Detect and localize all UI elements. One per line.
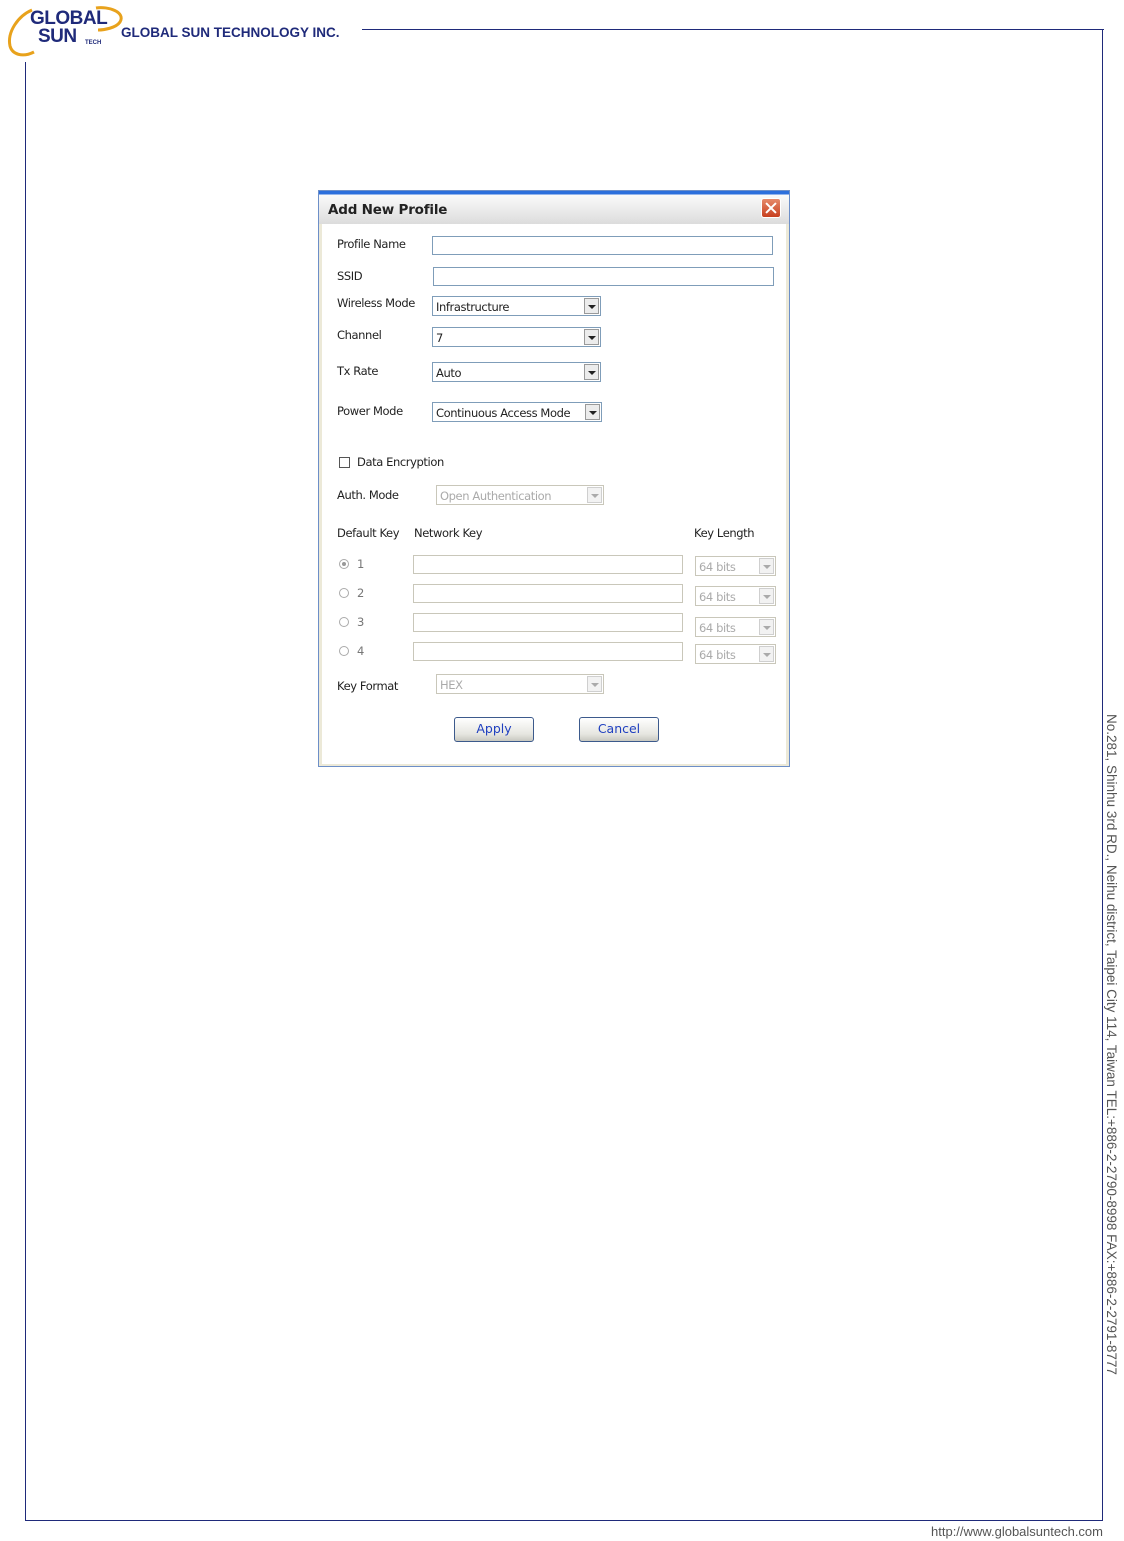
dialog-title: Add New Profile	[328, 202, 448, 218]
key-format-select[interactable]	[436, 674, 604, 694]
frame-line-top	[362, 29, 1104, 30]
wireless-mode-select[interactable]	[432, 296, 601, 316]
cancel-button[interactable]: Cancel	[579, 717, 659, 742]
auth-mode-select[interactable]	[436, 485, 604, 505]
default-key-index: 4	[357, 644, 364, 658]
power-mode-value: Continuous Access Mode	[436, 406, 571, 420]
default-key-radio-4[interactable]	[339, 646, 349, 656]
channel-label: Channel	[337, 328, 382, 342]
key-length-value: 64 bits	[699, 621, 736, 635]
chevron-down-icon[interactable]	[759, 588, 774, 604]
logo-text-tech: TECH	[85, 40, 102, 46]
website-url: http://www.globalsuntech.com	[931, 1524, 1103, 1539]
dialog-titlebar[interactable]	[319, 191, 789, 224]
default-key-radio-2[interactable]	[339, 588, 349, 598]
wireless-mode-label: Wireless Mode	[337, 296, 415, 310]
logo-text-global: GLOBAL	[30, 8, 108, 29]
chevron-down-icon[interactable]	[584, 364, 599, 380]
chevron-down-icon[interactable]	[759, 558, 774, 574]
channel-select[interactable]	[432, 327, 601, 347]
network-key-input-1[interactable]	[413, 555, 683, 574]
key-length-value: 64 bits	[699, 648, 736, 662]
company-address: No.281, Shinhu 3rd RD., Neihu district, Taipei City 114, Taiwan TEL:+886-2-2790-8998 FAX:+886-2-2791-8777	[1104, 714, 1119, 1375]
ssid-label: SSID	[337, 269, 363, 283]
network-key-input-2[interactable]	[413, 584, 683, 603]
chevron-down-icon[interactable]	[585, 404, 600, 420]
key-length-select-1[interactable]	[695, 556, 776, 576]
add-new-profile-dialog	[318, 190, 790, 767]
default-key-index: 3	[357, 615, 364, 629]
key-length-value: 64 bits	[699, 590, 736, 604]
auth-mode-label: Auth. Mode	[337, 488, 399, 502]
chevron-down-icon[interactable]	[584, 329, 599, 345]
wireless-mode-value: Infrastructure	[436, 300, 510, 314]
key-format-value: HEX	[440, 678, 463, 692]
chevron-down-icon[interactable]	[587, 487, 602, 503]
key-length-select-3[interactable]	[695, 617, 776, 637]
data-encryption-label[interactable]: Data Encryption	[357, 455, 444, 469]
frame-line-left	[25, 62, 26, 1520]
key-length-select-4[interactable]	[695, 644, 776, 664]
company-name: GLOBAL SUN TECHNOLOGY INC.	[121, 25, 340, 40]
frame-line-right	[1102, 29, 1103, 1520]
data-encryption-checkbox[interactable]	[339, 457, 350, 468]
channel-value: 7	[436, 331, 443, 345]
default-key-index: 1	[357, 557, 364, 571]
tx-rate-value: Auto	[436, 366, 462, 380]
network-key-input-4[interactable]	[413, 642, 683, 661]
chevron-down-icon[interactable]	[759, 619, 774, 635]
tx-rate-label: Tx Rate	[337, 364, 379, 378]
apply-button[interactable]: Apply	[454, 717, 534, 742]
default-key-radio-1[interactable]	[339, 559, 349, 569]
power-mode-label: Power Mode	[337, 404, 403, 418]
company-logo	[4, 4, 124, 58]
frame-line-bottom	[25, 1520, 1103, 1521]
chevron-down-icon[interactable]	[759, 646, 774, 662]
default-key-header: Default Key	[337, 526, 400, 540]
key-format-label: Key Format	[337, 679, 399, 693]
profile-name-input[interactable]	[432, 236, 773, 255]
ssid-input[interactable]	[433, 267, 774, 286]
tx-rate-select[interactable]	[432, 362, 601, 382]
network-key-header: Network Key	[414, 526, 483, 540]
network-key-input-3[interactable]	[413, 613, 683, 632]
profile-name-label: Profile Name	[337, 237, 406, 251]
chevron-down-icon[interactable]	[587, 676, 602, 692]
power-mode-select[interactable]	[432, 402, 602, 422]
auth-mode-value: Open Authentication	[440, 489, 552, 503]
key-length-value: 64 bits	[699, 560, 736, 574]
default-key-index: 2	[357, 586, 364, 600]
close-icon[interactable]	[761, 198, 781, 218]
key-length-select-2[interactable]	[695, 586, 776, 606]
logo-text-sun: SUN	[38, 26, 77, 47]
default-key-radio-3[interactable]	[339, 617, 349, 627]
dialog-body	[322, 224, 786, 764]
chevron-down-icon[interactable]	[584, 298, 599, 314]
key-length-header: Key Length	[694, 526, 755, 540]
